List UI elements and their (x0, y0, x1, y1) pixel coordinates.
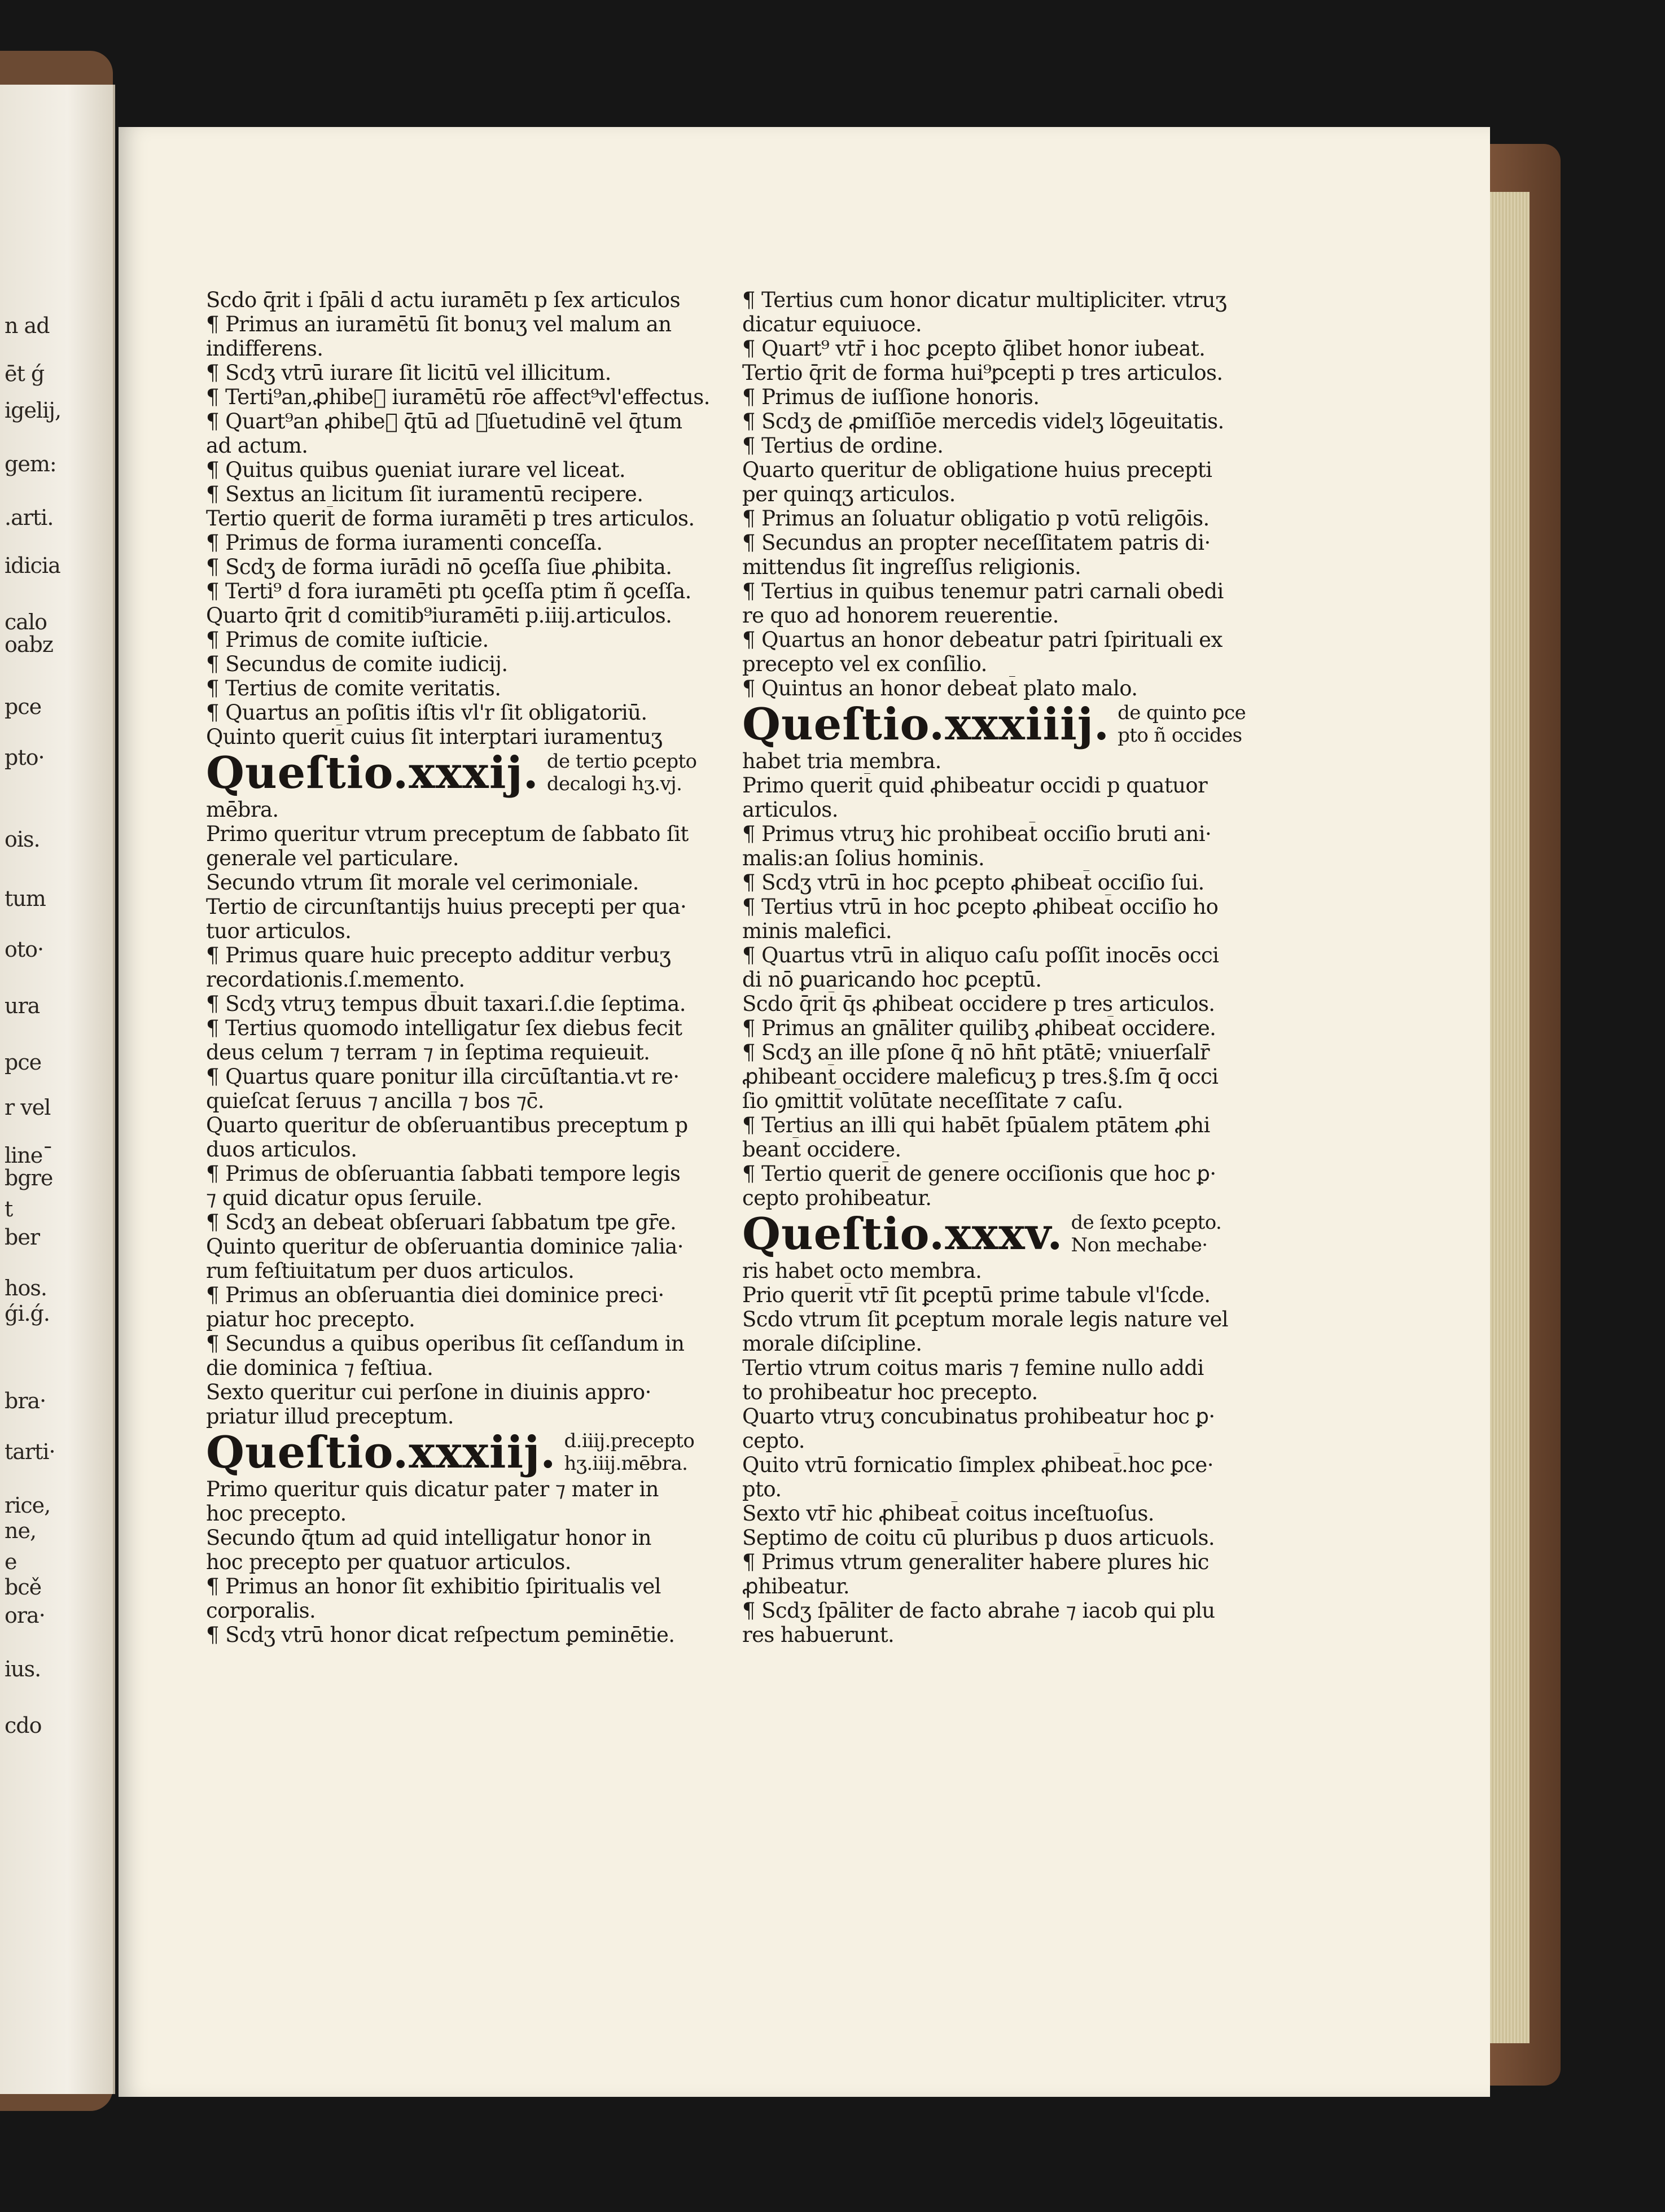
text-line: Sexto queritur cui perſone in diuinis appro· (206, 1380, 651, 1404)
text-line: Septimo de coitu cū pluribus p duos articuols. (742, 1526, 1215, 1550)
question-side-note (1071, 1210, 1221, 1256)
margin-fragment: cdo (5, 1713, 42, 1738)
text-line: Tertio de circunſtantijs huius precepti per qua· (206, 895, 687, 919)
text-line: habet tria membra. (742, 749, 941, 773)
text-line: ¶ Quintus an honor debeat̄ plato malo. (742, 676, 1138, 700)
question-title: Queſtio.xxxiij. (206, 1427, 557, 1478)
margin-fragment: tum (5, 886, 46, 911)
text-line: ¶ Primus an gnāliter quilibʒ ꝓhibeat̄ occidere. (742, 1016, 1216, 1040)
text-line: ¶ Quartus an poſitis iſtis vl'r ſit obligatoriū. (206, 700, 647, 725)
column-left (206, 288, 742, 1647)
text-line: Primo querit̄ quid ꝓhibeatur occidi p quatuor (742, 773, 1208, 798)
text-line: Scdo q̄rit i ſpāli d actu iuramētı p ſex articulos (206, 288, 680, 312)
text-line: recordationis.ſ.memento. (206, 967, 465, 992)
text-line: ¶ Quart⁹ vtr̄ i hoc ꝑcepto q̄libet honor iubeat. (742, 336, 1206, 361)
margin-fragment: bgre (5, 1166, 53, 1190)
text-line: Secundo vtrum ſit morale vel cerimoniale. (206, 870, 639, 895)
text-line: hoc precepto. (206, 1501, 347, 1526)
text-line: ¶ Primus vtruʒ hic prohibeat̄ occiſio bruti ani· (742, 822, 1212, 846)
text-line: ¶ Terti⁹ d fora iuramēti ptı ꝯceſſa ptim ñ ꝯceſſa. (206, 579, 691, 603)
text-line: Scdo q̄rit̄ q̄s ꝓhibeat occidere p tres articulos. (742, 992, 1215, 1016)
text-line: ¶ Primus an iuramētū ſit bonuʒ vel malum an (206, 312, 672, 336)
text-line: ſio ꝯmittit̄ volūtate neceſſitate ⁊ caſu. (742, 1089, 1123, 1113)
margin-fragment: ber (5, 1225, 40, 1250)
margin-fragment: .arti. (5, 505, 54, 530)
text-line: ¶ Scdʒ an debeat obſeruari ſabbatum tpe gr̄e. (206, 1210, 677, 1234)
margin-fragment: idicia (5, 553, 60, 578)
text-line: per quinqʒ articulos. (742, 482, 956, 506)
text-line: ¶ Scdʒ vtruʒ tempus d̄buit taxari.ſ.die ſeptima. (206, 992, 686, 1016)
text-line: ꝓhibeant̄ occidere maleficuʒ p tres.§.ſm q̄ occi (742, 1065, 1219, 1089)
text-line: ad actum. (206, 433, 308, 458)
text-line: ¶ Scdʒ de forma iurādi nō ꝯceſſa ſiue ꝓhibita. (206, 555, 672, 579)
text-line: deus celum ⁊ terram ⁊ in ſeptima requieuit. (206, 1040, 650, 1065)
text-line: res habuerunt. (742, 1623, 895, 1647)
text-line: ¶ Primus an obſeruantia diei dominice preci· (206, 1283, 664, 1307)
left-page (0, 85, 115, 2094)
text-line: mēbra. (206, 798, 279, 822)
text-line: ¶ Scdʒ vtrū in hoc ꝑcepto ꝓhibeat̄ occiſio ſui. (742, 870, 1204, 895)
text-line: ꝓhibeatur. (742, 1574, 850, 1598)
margin-fragment: tarti· (5, 1439, 55, 1464)
margin-fragment: hos. (5, 1276, 47, 1300)
text-line: hoc precepto per quatuor articulos. (206, 1550, 571, 1574)
margin-fragment: oto· (5, 937, 44, 962)
text-line: morale diſcipline. (742, 1331, 922, 1356)
margin-fragment: ura (5, 993, 40, 1018)
text-line: ⁊ quid dicatur opus ſeruile. (206, 1186, 483, 1210)
page-edges (1484, 192, 1530, 2043)
question-heading (206, 749, 742, 798)
margin-fragment: ius. (5, 1657, 41, 1681)
text-line: Quarto vtruʒ concubinatus prohibeatur hoc ꝑ· (742, 1404, 1215, 1429)
text-line: cepto prohibeatur. (742, 1186, 932, 1210)
side-note-line: de quinto ꝑce (1118, 702, 1246, 724)
text-line: ¶ Quartus vtrū in aliquo caſu poſſit inocēs occi (742, 943, 1219, 967)
side-note-line: pto ñ occides (1118, 724, 1242, 747)
margin-fragment: bra· (5, 1388, 46, 1413)
text-line: ¶ Primus an honor ſit exhibitio ſpiritualis vel (206, 1574, 661, 1598)
margin-fragment: calo (5, 610, 47, 634)
text-line: ¶ Secundus a quibus operibus ſit ceſſandum in (206, 1331, 685, 1356)
side-note-line: d.iiij.precepto (564, 1430, 695, 1452)
text-line: ¶ Tertius vtrū in hoc ꝑcepto ꝓhibeat̄ occiſio ho (742, 895, 1219, 919)
text-line: ¶ Scdʒ ſpāliter de facto abrahe ⁊ iacob qui plu (742, 1598, 1215, 1623)
margin-fragment: ēt ǵ (5, 361, 45, 386)
text-line: Tertio querit̄ de forma iuramēti p tres articulos. (206, 506, 695, 531)
question-heading (742, 1210, 1278, 1259)
text-line: ¶ Primus an ſoluatur obligatio p votū religōis. (742, 506, 1210, 531)
margin-fragment: pto· (5, 745, 45, 770)
text-line: malis:an ſolius hominis. (742, 846, 985, 870)
text-line: ¶ Scdʒ vtrū iurare ſit licitū vel illicitum. (206, 361, 611, 385)
margin-fragment: ǵi.ǵ. (5, 1301, 50, 1326)
text-line: Quarto q̄rit d comitib⁹iuramēti p.iiij.articulos. (206, 603, 672, 628)
margin-fragment: oabz (5, 632, 53, 657)
text-line: ¶ Terti⁹an,ꝓhibeᷓ iuramētū rōe affect⁹vl'effectus. (206, 385, 710, 409)
question-title: Queſtio.xxxv. (742, 1208, 1063, 1260)
text-line: cepto. (742, 1429, 805, 1453)
text-line: re quo ad honorem reuerentie. (742, 603, 1059, 628)
margin-fragment: e (5, 1549, 17, 1574)
text-line: ¶ Primus de comite iuſticie. (206, 628, 489, 652)
question-title: Queſtio.xxxij. (206, 747, 539, 799)
question-side-note (1118, 700, 1246, 747)
question-side-note (547, 749, 697, 795)
text-line: duos articulos. (206, 1137, 357, 1162)
question-heading (206, 1429, 742, 1477)
margin-fragment: igelij, (5, 398, 62, 423)
text-line: Tertio vtrum coitus maris ⁊ femine nullo addi (742, 1356, 1204, 1380)
text-line: beant̄ occidere. (742, 1137, 901, 1162)
question-heading (742, 700, 1278, 749)
text-line: ¶ Tertius an illi qui habēt ſpūalem ptātem ꝓhi (742, 1113, 1210, 1137)
text-line: die dominica ⁊ feſtiua. (206, 1356, 433, 1380)
text-line: articulos. (742, 798, 838, 822)
text-line: Prio querit̄ vtr̄ ſit ꝑceptū prime tabule vl'ſcde. (742, 1283, 1211, 1307)
text-line: ¶ Sextus an licitum ſit iuramentū recipere. (206, 482, 643, 506)
text-line: tuor articulos. (206, 919, 352, 943)
text-line: ¶ Primus de forma iuramenti conceſſa. (206, 531, 603, 555)
text-line: ¶ Quitus quibus ꝯueniat iurare vel liceat. (206, 458, 626, 482)
margin-fragment: ora· (5, 1603, 45, 1628)
text-line: dicatur equiuoce. (742, 312, 922, 336)
text-line: di nō ꝑuaricando hoc ꝑceptū. (742, 967, 1042, 992)
text-line: ¶ Scdʒ de ꝓmiſſiōe mercedis videlʒ lōgeuitatis. (742, 409, 1224, 433)
text-line: piatur hoc precepto. (206, 1307, 415, 1331)
text-line: ¶ Tertius in quibus tenemur patri carnali obedi (742, 579, 1224, 603)
text-line: ¶ Tertius de comite veritatis. (206, 676, 501, 700)
margin-fragment: pce (5, 694, 42, 719)
side-note-line: de tertio ꝑcepto (546, 750, 697, 773)
text-line: ¶ Primus vtrum generaliter habere plures hic (742, 1550, 1209, 1574)
side-note-line: Non mechabe· (1071, 1234, 1208, 1256)
margin-fragment: gem: (5, 452, 56, 476)
text-line: ¶ Primus quare huic precepto additur verbuʒ (206, 943, 671, 967)
text-line: ¶ Scdʒ vtrū honor dicat reſpectum ꝑeminētie. (206, 1623, 675, 1647)
text-line: corporalis. (206, 1598, 316, 1623)
margin-fragment: t (5, 1197, 13, 1221)
text-line: Sexto vtr̄ hic ꝓhibeat̄ coitus inceſtuoſus. (742, 1501, 1154, 1526)
text-line: mittendus ſit ingreſſus religionis. (742, 555, 1081, 579)
margin-fragment: ne, (5, 1518, 37, 1543)
text-line: quieſcat ſeruus ⁊ ancilla ⁊ bos ⁊c̄. (206, 1089, 544, 1113)
text-line: ¶ Scdʒ an ille pſone q̄ nō hn̄t ptātē; vniuerſalr̄ (742, 1040, 1210, 1065)
text-line: ¶ Primus de obſeruantia ſabbati tempore legis (206, 1162, 681, 1186)
question-title: Queſtio.xxxiiij. (742, 699, 1110, 750)
text-line: minis malefici. (742, 919, 892, 943)
text-line: Primo queritur vtrum preceptum de ſabbato ſit (206, 822, 689, 846)
text-line: ¶ Primus de iuſſione honoris. (742, 385, 1040, 409)
text-line: indifferens. (206, 336, 323, 361)
text-line: Quarto queritur de obſeruantibus preceptum p (206, 1113, 688, 1137)
side-note-line: de ſexto ꝑcepto. (1071, 1211, 1222, 1234)
text-line: rum feſtiuitatum per duos articulos. (206, 1259, 575, 1283)
side-note-line: hʒ.iiij.mēbra. (564, 1452, 688, 1475)
margin-fragment: n ad (5, 313, 50, 338)
text-line: generale vel particulare. (206, 846, 459, 870)
text-line: Quinto querit̄ cuius ſit interptari iuramentuʒ (206, 725, 663, 749)
text-line: ¶ Tertius cum honor dicatur multipliciter. vtruʒ (742, 288, 1227, 312)
side-note-line: decalogi hʒ.vj. (546, 773, 682, 795)
text-line: Primo queritur quis dicatur pater ⁊ mater in (206, 1477, 659, 1501)
text-line: ¶ Tertius quomodo intelligatur ſex diebus fecit (206, 1016, 682, 1040)
text-line: ¶ Tertio querit̄ de genere occiſionis que hoc ꝑ· (742, 1162, 1216, 1186)
text-line: Quinto queritur de obſeruantia dominice ⁊alia· (206, 1234, 683, 1259)
text-line: ¶ Tertius de ordine. (742, 433, 944, 458)
margin-fragment: r vel (5, 1095, 51, 1120)
text-line: Quito vtrū fornicatio ſimplex ꝓhibeat̄.hoc ꝑce· (742, 1453, 1213, 1477)
text-line: priatur illud preceptum. (206, 1404, 454, 1429)
margin-fragment: pce (5, 1050, 42, 1075)
text-line: ris habet octo membra. (742, 1259, 982, 1283)
text-line: ¶ Secundus de comite iudicij. (206, 652, 508, 676)
text-line: precepto vel ex conſilio. (742, 652, 987, 676)
text-line: ¶ Quart⁹an ꝓhibeᷓ q̄tū ad ꝯſuetudinē vel q̄tum (206, 409, 682, 433)
text-line: Tertio q̄rit de forma hui⁹ꝑcepti p tres articulos. (742, 361, 1223, 385)
text-line: Scdo vtrum ſit ꝑceptum morale legis nature vel (742, 1307, 1228, 1331)
text-line: Quarto queritur de obligatione huius precepti (742, 458, 1212, 482)
margin-fragment: ois. (5, 827, 40, 852)
margin-fragment: bcě (5, 1575, 42, 1600)
text-line: ¶ Quartus quare ponitur illa circūſtantia.vt re· (206, 1065, 680, 1089)
margin-fragment: lineˉ (5, 1143, 53, 1168)
question-side-note (564, 1429, 694, 1475)
text-line: ¶ Quartus an honor debeatur patri ſpirituali ex (742, 628, 1223, 652)
text-line: to prohibeatur hoc precepto. (742, 1380, 1038, 1404)
text-line: pto. (742, 1477, 782, 1501)
text-line: ¶ Secundus an propter neceſſitatem patris di· (742, 531, 1211, 555)
column-right (742, 288, 1278, 1647)
margin-fragment: rice, (5, 1493, 51, 1518)
text-line: Secundo q̄tum ad quid intelligatur honor in (206, 1526, 651, 1550)
